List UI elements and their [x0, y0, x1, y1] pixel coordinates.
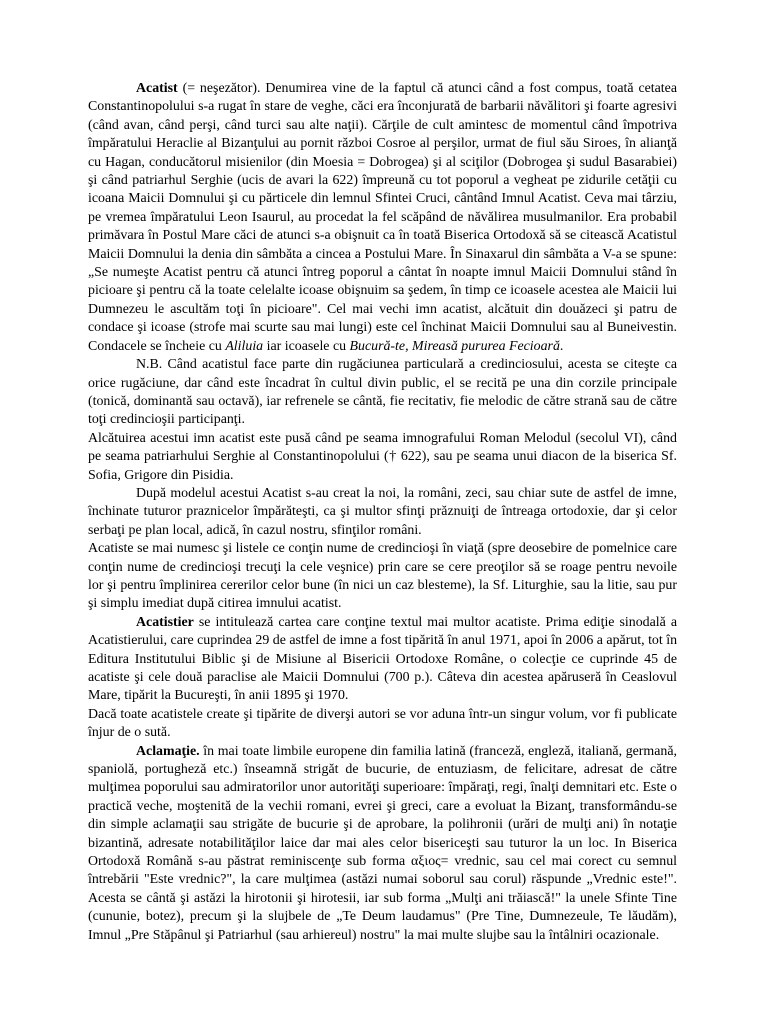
document-page	[88, 80, 677, 945]
italic-bucura-te: Bucură-te, Mireasă pururea Fecioară	[349, 338, 560, 354]
paragraph-alcatuirea: Alcătuirea acestui imn acatist este pusă când pe seama imnografului Roman Melodul (secolul VI), când pe seama patriarhului Serghie al Constantinopolului († 622), sau pe seama unui diacon de la biserica Sf. Sofia, Grigore din Pisidia.	[88, 430, 677, 483]
term-acatistier: Acatistier	[136, 614, 194, 630]
acatistier-body: se intitulează cartea care conţine textul mai multor acatiste. Prima ediţie sinodală a Acatistierului, care cuprindea 29 de astfel de imne a fost tipărită în anul 1971, apoi în 2006 a apărut, tot în Editura Institutului Biblic şi de Misiune al Bisericii Ortodoxe Române, o colecţie ce cuprinde 45 de acatiste şi cele două paraclise ale Maicii Domnului (700 p.). Câteva din acestea apăruseră în Ceaslovul Mare, tipărit la Bucureşti, în anii 1895 şi 1970.	[88, 614, 678, 704]
acatist-body-end: .	[559, 338, 564, 354]
italic-aliluia: Aliluia	[225, 338, 264, 354]
paragraph-acatist	[88, 80, 677, 356]
acatist-body-middle: iar icoasele cu	[263, 338, 350, 354]
term-aclamatie: Aclamaţie.	[136, 743, 200, 759]
acatist-body-start: (= neşezător). Denumirea vine de la faptul că atunci când a fost compus, toată cetatea Constantinopolului s-a rugat în stare de veghe, căci era înconjurată de barbarii năvălitori şi foarte agresivi (când avan, când perşi, când turci sau alte naţii). Cărţile de cult amintesc de momentul când împotriva împăratului Heraclie al Bizanţului au pornit război Cosroe al perşilor, urmat de fiul său Siroes, în alianţă cu Hagan, conducătorul misienilor (din Moesia = Dobrogea) şi al sciţilor (Dobrogea şi sudul Basarabiei) şi când patriarhul Serghie (ucis de avari la 622) împreună cu tot poporul a vegheat pe zidurile cetăţii cu icoana Maicii Domnului şi cu părticele din lemnul Sfintei Cruci, cântând Imnul Acatist. Ceva mai târziu, pe vremea împăratului Leon Isaurul, au procedat la fel scăpând de năvălirea musulmanilor. Era probabil primăvara în Postul Mare căci de atunci s-a obişnuit ca în toată Biserica Ortodoxă să se citească Acatistul Maicii Domnului la denia din sâmbăta a cincea a Postului Mare. În Sinaxarul din sâmbăta a V-a se spune: „Se numeşte Acatist pentru că atunci întreg poporul a cântat în noapte imnul Maicii Domnului stând în picioare şi pentru că la toate celelalte icoase obişnuim sa şedem, în timp ce icoasele acestea ale Maicii lui Dumnezeu le ascultăm toţi în picioare". Cel mai vechi imn acatist, alcătuit din douăzeci şi patru de condace şi icoase (strofe mai scurte sau mai lungi) este cel închinat Maicii Domnului sau al Buneivestin. Condacele se încheie cu	[88, 81, 677, 354]
paragraph-daca-toate: Dacă toate acatistele create şi tipărite de diverşi autori se vor aduna într-un singur volum, vor fi publicate înjur de o sută.	[88, 706, 677, 741]
paragraph-aclamatie	[88, 743, 677, 945]
paragraph-nb: N.B. Când acatistul face parte din rugăciunea particulară a credinciosului, acesta se citeşte ca orice rugăciune, dar când este încadrat în cultul divin public, el se recită pe una din corzile principale (tonică, dominantă sau octavă), iar refrenele se cântă, fie recitativ, fie melodic de către strană sau de către toţi credincioşii participanţi.	[88, 357, 677, 428]
paragraph-listele: Acatiste se mai numesc şi listele ce conţin nume de credincioşi în viaţă (spre deosebire de pomelnice care conţin nume de credincioşi trecuţi la cele veşnice) prin care se cere preoţilor să se roage pentru nevoile lor şi pentru împlinirea cererilor celor bune (în nici un caz blesteme), la Sf. Liturghie, sau la litie, sau pur şi simplu imediat după citirea imnului acatist.	[88, 541, 677, 612]
paragraph-dupa-modelul: După modelul acestui Acatist s-au creat la noi, la români, zeci, sau chiar sute de astfel de imne, închinate tuturor praznicelor împărăteşti, ca şi multor sfinţi prăznuiţi de întreaga ortodoxie, dar şi celor serbaţi pe plan local, adică, în cazul nostru, sfinţilor români.	[88, 485, 677, 538]
paragraph-acatistier	[88, 614, 677, 706]
aclamatie-body: în mai toate limbile europene din familia latină (franceză, engleză, italiană, germană, spaniolă, portugheză etc.) înseamnă strigăt de bucurie, de entuziasm, de felicitare, adresat de către mulţimea poporului sau admiratorilor unor autorităţi superioare: împăraţi, regi, înalţi demnitari etc. Este o practică veche, moştenită de la vechii romani, evrei şi greci, care a evoluat la Bizanţ, transformându-se din simple aclamaţii sau strigăte de bucurie şi de aprobare, la polihronii (urări de mulţi ani) în notaţie bizantină, adresate notabilităţilor laice dar mai ales celor bisericeşti sau tuturor la un loc. In Biserica Ortodoxă Română s-au păstrat reminiscenţe sub forma αξιος= vrednic, sau cel mai corect cu semnul întrebării "Este vrednic?", la care mulţimea (astăzi numai soborul sau corul) răspunde „Vrednic este!". Acesta se cântă şi astăzi la hirotonii şi hirotesii, iar sub forma „Mulţi ani trăiască!" la unele Sfinte Tine (cununie, botez), precum şi la slujbele de „Te Deum laudamus" (Pre Tine, Dumnezeule, Te lăudăm), Imnul „Pre Stăpânul şi Patriarhul (sau arhiereul) nostru" la mai multe slujbe sau la întâlniri ocazionale.	[88, 743, 677, 943]
term-acatist: Acatist	[136, 81, 178, 96]
